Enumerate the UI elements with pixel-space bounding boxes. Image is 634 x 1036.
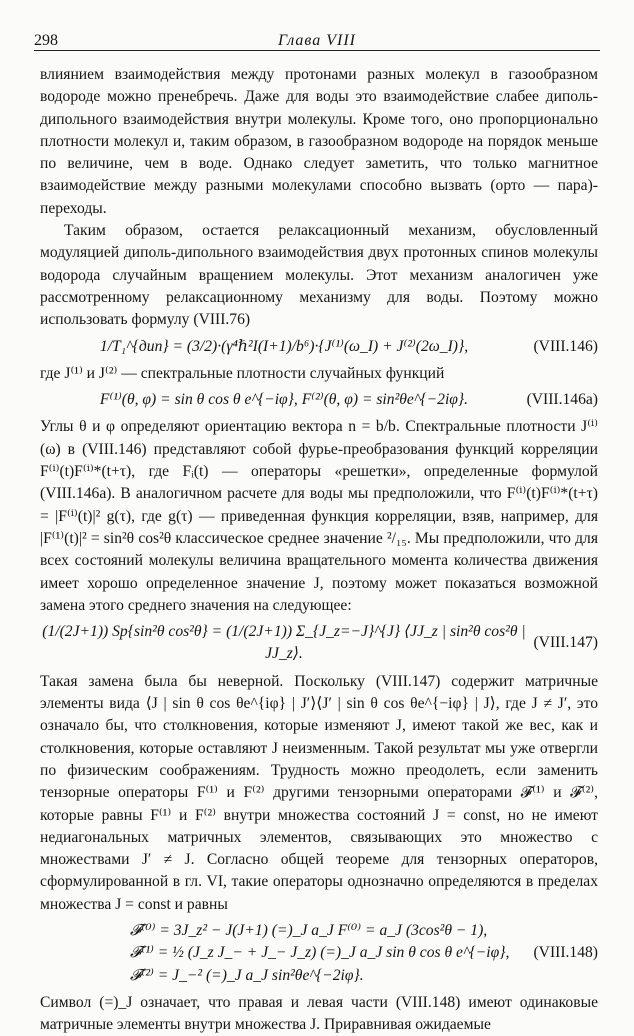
equation-VIII-146 xyxy=(40,336,598,358)
equation-line-2: 𝓕⁽¹⁾ = ½ (J_z J_− + J_− J_z) (=)_J a_J sin θ cos θ e^{−iφ}, xyxy=(130,944,510,962)
equation-number: (VIII.146) xyxy=(533,337,598,355)
equation-VIII-146a xyxy=(40,389,598,411)
chapter-title: Глава VIII xyxy=(277,32,356,49)
running-header xyxy=(34,30,600,51)
paragraph-2: Таким образом, остается релаксационный механизм, обусловленный модуляцией диполь-дипольного взаимодействия двух протонных спинов молекулы водорода случайным вращением молекулы. Этот механизм аналогичен уже рассмотренному релаксационному механизму для воды. Поэтому можно использовать формулу (VIII.76) xyxy=(40,222,598,329)
equation-number: (VIII.147) xyxy=(533,634,598,652)
equation-number: (VIII.148) xyxy=(533,944,598,962)
paragraph-5: Такая замена была бы неверной. Поскольку (VIII.147) содержит матричные элементы вида ⟨J | sin θ cos θe^{iφ} | J′⟩⟨J′ | sin θ cos θe^{−iφ} | J⟩, где J ≠ J′, это означало бы, что столкновения, которые изменяют J, имеют такой же вес, как и столкновения, которые оставляют J неизменным. Такой результат мы уже отвергли по физическим соображениям. Трудность можно преодолеть, если заменить тензорные операторы F⁽¹⁾ и F⁽²⁾ другими тензорными операторами 𝓕⁽¹⁾ и 𝓕⁽²⁾, которые равны F⁽¹⁾ и F⁽²⁾ внутри множества состояний J = const, но не имеют недиагональных матричных элементов, связывающих это множество с множествами J′ ≠ J. Согласно общей теореме для тензорных операторов, сформулированной в гл. VI, такие операторы однозначно определяются в пределах множества J = const и равны xyxy=(40,672,598,913)
paragraph-4: Углы θ и φ определяют ориентацию вектора n = b/b. Спектральные плотности J⁽ⁱ⁾(ω) в (VIII.146) представляют собой фурье-преобразования функций корреляции F⁽ⁱ⁾(t)F⁽ⁱ⁾*(t+τ), где Fᵢ(t) — операторы «решетки», определенные формулой (VIII.146a). В аналогичном расчете для воды мы предположили, что F⁽ⁱ⁾(t)F⁽ⁱ⁾*(t+τ) = |F⁽ⁱ⁾(t)|² g(τ), где g(τ) — приведенная функция корреляции, взяв, например, для |F⁽¹⁾(t)|² = sin²θ cos²θ классическое среднее значение ²/₁₅. Мы предположили, что для всех состояний молекулы величина вращательного момента количества движения имеет хорошо определенное значение J, поэтому может показаться возможной замена этого среднего значения на следующее: xyxy=(40,418,598,614)
equation-number: (VIII.146a) xyxy=(526,391,598,409)
paragraph-6: Символ (=)_J означает, что правая и левая части (VIII.148) имеют одинаковые матричные элементы внутри множества J. Приравнивая ожидаемые xyxy=(40,993,598,1034)
equation-VIII-147 xyxy=(40,621,598,666)
equation-formula: (1/(2J+1)) Sp{sin²θ cos²θ} = (1/(2J+1)) Σ_{J_z=−J}^{J} ⟨JJ_z | sin²θ cos²θ | JJ_z⟩. xyxy=(42,623,526,663)
paragraph-1: влиянием взаимодействия между протонами разных молекул в газообразном водороде можно пренебречь. Даже для воды это взаимодействие слабее диполь-дипольного взаимодействия внутри молекулы. Кроме того, оно пропорционально плотности молекул и, таким образом, в газообразном водороде на порядок меньше по величине, чем в воде. Однако следует заметить, что только магнитное взаимодействие между разными молекулами способно вызвать (орто — пара)-переходы. xyxy=(40,66,598,217)
equation-VIII-148 xyxy=(40,920,598,987)
equation-line-1: 𝓕⁽⁰⁾ = 3J_z² − J(J+1) (=)_J a_J F⁽⁰⁾ = a_J (3cos²θ − 1), xyxy=(130,921,488,939)
page-body xyxy=(40,64,598,1036)
equation-formula: F⁽¹⁾(θ, φ) = sin θ cos θ e^{−iφ}, F⁽²⁾(θ, φ) = sin²θe^{−2iφ}. xyxy=(99,391,469,409)
page-number: 298 xyxy=(34,32,58,49)
equation-formula: 1/T₁^{дип} = (3/2)·(γ⁴ℏ²I(I+1)/b⁶)·{J⁽¹⁾(ω_I) + J⁽²⁾(2ω_I)}, xyxy=(99,337,469,355)
paragraph-3: где J⁽¹⁾ и J⁽²⁾ — спектральные плотности случайных функций xyxy=(40,364,445,382)
equation-line-3: 𝓕⁽²⁾ = J_−² (=)_J a_J sin²θe^{−2iφ}. xyxy=(130,966,364,984)
